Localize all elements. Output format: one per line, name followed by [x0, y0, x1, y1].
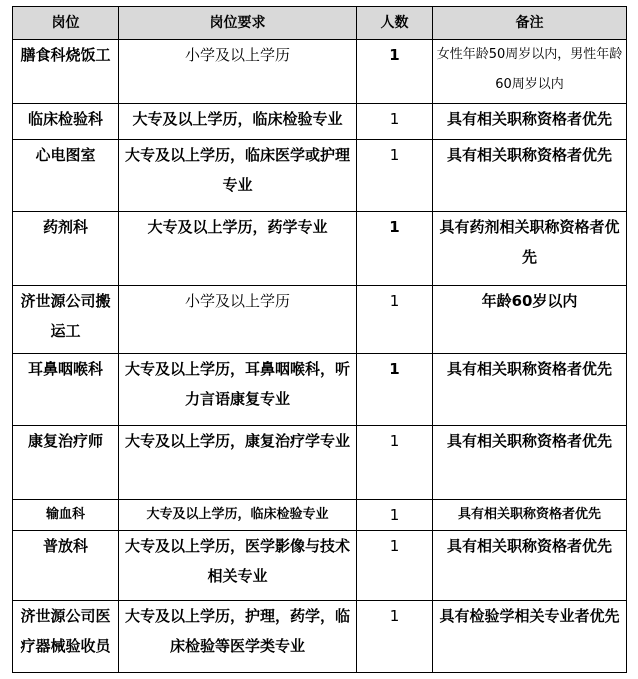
cell-note: 女性年龄50周岁以内，男性年龄60周岁以内 [433, 40, 627, 104]
cell-note: 具有相关职称资格者优先 [433, 500, 627, 531]
cell-count: 1 [357, 104, 433, 140]
table-row [13, 601, 627, 673]
cell-position: 临床检验科 [13, 104, 119, 140]
header-note: 备注 [433, 7, 627, 40]
header-count: 人数 [357, 7, 433, 40]
cell-requirement: 大专及以上学历，护理，药学，临床检验等医学类专业 [119, 601, 357, 673]
header-position: 岗位 [13, 7, 119, 40]
cell-requirement: 大专及以上学历，医学影像与技术相关专业 [119, 531, 357, 601]
cell-count: 1 [357, 531, 433, 601]
table-row [13, 286, 627, 354]
cell-note: 具有相关职称资格者优先 [433, 104, 627, 140]
cell-requirement: 大专及以上学历，临床检验专业 [119, 500, 357, 531]
table-row [13, 212, 627, 286]
cell-requirement: 小学及以上学历 [119, 40, 357, 104]
cell-position: 普放科 [13, 531, 119, 601]
cell-count: 1 [357, 286, 433, 354]
cell-note: 具有相关职称资格者优先 [433, 354, 627, 426]
table-row [13, 354, 627, 426]
cell-requirement: 大专及以上学历，药学专业 [119, 212, 357, 286]
cell-position: 心电图室 [13, 140, 119, 212]
cell-note: 具有相关职称资格者优先 [433, 140, 627, 212]
table-row [13, 500, 627, 531]
cell-position: 药剂科 [13, 212, 119, 286]
cell-position: 济世源公司搬运工 [13, 286, 119, 354]
cell-count: 1 [357, 40, 433, 104]
cell-position: 济世源公司医疗器械验收员 [13, 601, 119, 673]
cell-position: 膳食科烧饭工 [13, 40, 119, 104]
cell-note: 具有检验学相关专业者优先 [433, 601, 627, 673]
cell-count: 1 [357, 426, 433, 500]
cell-note: 具有药剂相关职称资格者优先 [433, 212, 627, 286]
table-row [13, 426, 627, 500]
cell-count: 1 [357, 500, 433, 531]
cell-position: 耳鼻咽喉科 [13, 354, 119, 426]
cell-position: 康复治疗师 [13, 426, 119, 500]
table-row [13, 531, 627, 601]
cell-requirement: 大专及以上学历，康复治疗学专业 [119, 426, 357, 500]
cell-requirement: 大专及以上学历，临床检验专业 [119, 104, 357, 140]
cell-count: 1 [357, 140, 433, 212]
cell-count: 1 [357, 601, 433, 673]
job-table [12, 6, 627, 673]
table-row [13, 40, 627, 104]
header-requirement: 岗位要求 [119, 7, 357, 40]
cell-note: 具有相关职称资格者优先 [433, 426, 627, 500]
cell-requirement: 大专及以上学历，耳鼻咽喉科，听力言语康复专业 [119, 354, 357, 426]
cell-requirement: 小学及以上学历 [119, 286, 357, 354]
cell-note: 年龄60岁以内 [433, 286, 627, 354]
cell-note: 具有相关职称资格者优先 [433, 531, 627, 601]
table-row [13, 140, 627, 212]
table-row [13, 104, 627, 140]
cell-count: 1 [357, 212, 433, 286]
table-header-row [13, 7, 627, 40]
cell-position: 输血科 [13, 500, 119, 531]
cell-requirement: 大专及以上学历，临床医学或护理专业 [119, 140, 357, 212]
cell-count: 1 [357, 354, 433, 426]
